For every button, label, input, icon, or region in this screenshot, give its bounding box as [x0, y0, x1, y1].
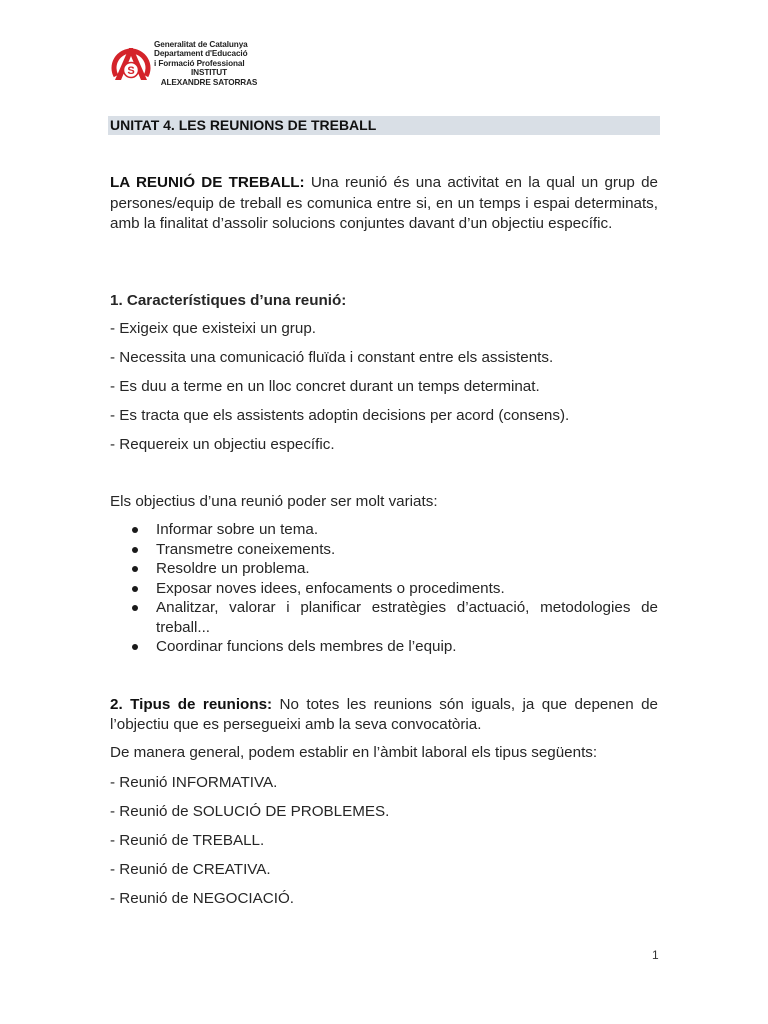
characteristic-item: - Es tracta que els assistents adoptin decisions per acord (consens).	[110, 407, 570, 424]
characteristic-item: - Es duu a terme en un lloc concret durant un temps determinat.	[110, 378, 540, 395]
meeting-type-item: - Reunió de TREBALL.	[110, 832, 265, 849]
list-item: Coordinar funcions dels membres de l’equip.	[110, 637, 658, 657]
section2-paragraph	[110, 695, 658, 735]
list-item: Exposar noves idees, enfocaments o procediments.	[110, 579, 658, 599]
bullet-icon	[132, 527, 138, 533]
types-intro: De manera general, podem establir en l’àmbit laboral els tipus següents:	[110, 744, 598, 761]
institute-name: ALEXANDRE SATORRAS	[160, 77, 258, 87]
intro-paragraph	[110, 173, 658, 235]
characteristic-item: - Requereix un objectiu específic.	[110, 436, 335, 453]
unit-title: UNITAT 4. LES REUNIONS DE TREBALL	[108, 116, 660, 135]
characteristic-item: - Exigeix que existeixi un grup.	[110, 320, 316, 337]
section1-heading: 1. Característiques d’una reunió:	[110, 292, 347, 309]
logo-line: Generalitat de Catalunya	[154, 40, 248, 49]
svg-text:S: S	[127, 65, 135, 77]
bullet-icon	[132, 547, 138, 553]
section2-text: No totes les reunions són iguals, ja que depenen de l’objectiu que es persegueixi amb la seva convocatòria.	[110, 696, 659, 733]
institute-logo	[110, 40, 264, 87]
logo-line: i Formació Professional	[154, 58, 245, 68]
objectives-intro: Els objectius d’una reunió poder ser molt variats:	[110, 493, 438, 510]
meeting-type-item: - Reunió de SOLUCIÓ DE PROBLEMES.	[110, 803, 390, 820]
bullet-icon	[132, 605, 138, 611]
intro-text: Una reunió és una activitat en la qual un grup de persones/equip de treball es comunica entre si, en un temps i espai determinats, amb la finalitat d’assolir solucions conjuntes davant d’un objectiu específic.	[110, 174, 658, 232]
bullet-icon	[132, 644, 138, 650]
list-item: Analitzar, valorar i planificar estratègies d’actuació, metodologies de treball...	[110, 598, 658, 637]
bullet-icon	[132, 586, 138, 592]
logo-text	[154, 40, 264, 87]
logo-line: Departament d'Educació	[154, 49, 248, 59]
bullet-icon	[132, 566, 138, 572]
meeting-type-item: - Reunió INFORMATIVA.	[110, 774, 278, 791]
institute-logo-icon	[110, 40, 152, 86]
list-item: Resoldre un problema.	[110, 559, 658, 579]
objectives-list	[110, 520, 658, 657]
meeting-type-item: - Reunió de NEGOCIACIÓ.	[110, 890, 295, 907]
section2-heading: 2. Tipus de reunions:	[110, 696, 273, 713]
meeting-type-item: - Reunió de CREATIVA.	[110, 861, 271, 878]
list-item: Informar sobre un tema.	[110, 520, 658, 540]
list-item: Transmetre coneixements.	[110, 540, 658, 560]
characteristic-item: - Necessita una comunicació fluïda i constant entre els assistents.	[110, 349, 554, 366]
institute-label: INSTITUT	[190, 68, 228, 78]
intro-term: LA REUNIÓ DE TREBALL:	[110, 174, 305, 191]
page-number: 1	[652, 948, 659, 962]
